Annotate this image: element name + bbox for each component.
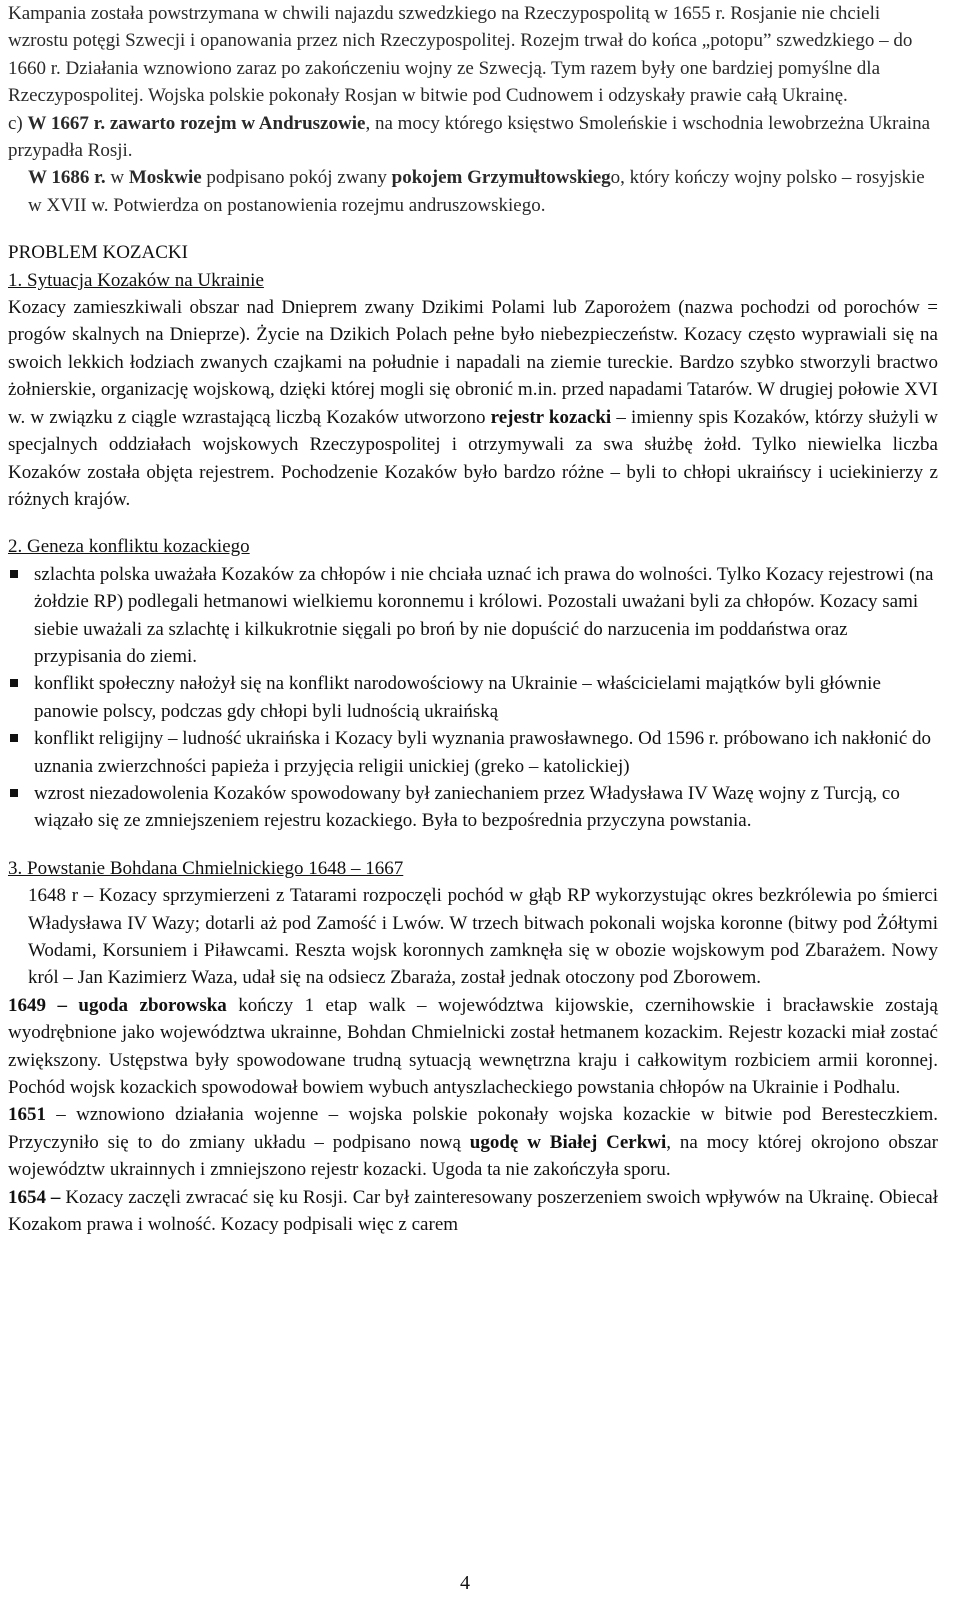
paragraph-1648: 1648 r – Kozacy sprzymierzeni z Tatarami rozpoczęli pochód w głąb RP wykorzystując okres bezkrólewia po śmierci Władysława IV Wazy; dotarli aż pod Zamość i Lwów. W trzech bitwach pokonali wojska koronne (bitwy pod Żółtymi Wodami, Korsuniem i Piławcami. Reszta wojsk koronnych zamknęła się w obozie wojskowym pod Zbarażem. Nowy król – Jan Kazimierz Waza, udał się na odsiecz Zbaraża, został jednak otoczony pod Zborowem.: [28, 885, 938, 989]
geneza-list: [8, 561, 938, 835]
andruszow-text: , na mocy którego księstwo Smoleńskie i wschodnia lewobrzeżna Ukraina przypadła Rosji.: [8, 112, 931, 162]
biala-cerkiew-bold: ugodę w Białej Cerkwi: [469, 1131, 667, 1153]
subsection-title-2: 2. Geneza konfliktu kozackiego: [8, 536, 250, 558]
document-page: [8, 0, 938, 1238]
text-fragment: – wznowiono działania wojenne – wojska polskie pokonały wojska kozackie w bitwie pod Beresteczkiem. Przyczyniło się to do zmiany układu – podpisano nową: [8, 1104, 938, 1153]
text-fragment: , na mocy której okrojono obszar województw ukrainnych i zmniejszono rejestr kozacki. Ugoda ta nie zakończyła sporu.: [8, 1131, 938, 1181]
text-fragment: Kozacy zamieszkiwali obszar nad Dnieprem zwany Dzikimi Polami lub Zaporożem (nazwa pochodzi od porochów = progów skalnych na Dnieprze). Życie na Dzikich Polach pełne było niebezpieczeństw. Kozacy często wyprawiali się na swoich lekkich łodziach zwanych czajkami na południe i napadali na ziemie tureckie. Bardzo szybko stworzyli bractwo żołnierskie, organizację wojskową, dzięki której mogli się obronić m.in. przed napadami Tatarów. W drugiej połowie XVI w. w związku z ciągle wzrastającą liczbą Kozaków utworzono: [8, 297, 938, 428]
list-item: wzrost niezadowolenia Kozaków spowodowany był zaniechaniem przez Władysława IV Wazę wojny z Turcją, co wiązało się ze zmniejszeniem rejestru kozackiego. Była to bezpośrednia przyczyna powstania.: [8, 780, 938, 835]
text-fragment: o, który kończy wojny polsko – rosyjskie w XVII w. Potwierdza on postanowienia rozejmu andruszowskiego.: [28, 167, 925, 216]
list-item: konflikt społeczny nałożył się na konflikt narodowościowy na Ukrainie – właścicielami majątków byli głównie panowie polscy, podczas gdy chłopi byli ludnością ukraińską: [8, 670, 938, 725]
text-fragment: Kozacy zaczęli zwracać się ku Rosji. Car był zainteresowany poszerzeniem swoich wpływów na Ukrainę. Obiecał Kozakom prawa i wolność. Kozacy podpisali więc z carem: [8, 1186, 939, 1236]
moskwa-bold: Moskwie: [128, 167, 202, 189]
grzymultowski-bold: pokojem Grzymułtowskieg: [391, 167, 611, 189]
list-item: konflikt religijny – ludność ukraińska i Kozacy byli wyznania prawosławnego. Od 1596 r. próbowano ich nakłonić do uznania zwierzchności papieża i przyjęcia religii unickiej (greko – katolickiej): [8, 725, 938, 780]
intro-paragraph: Kampania została powstrzymana w chwili najazdu szwedzkiego na Rzeczypospolitą w 1655 r. Rosjanie nie chcieli wzrostu potęgi Szwecji i opanowania przez nich Rzeczypospolitej. Rozejm trwał do końca „potopu” szwedzkiego – do 1660 r. Działania wznowiono zaraz po zakończeniu wojny ze Szwecją. Tym razem były one bardziej pomyślne dla Rzeczypospolitej. Wojska polskie pokonały Rosjan w bitwie pod Cudnowem i odzyskały prawie całą Ukrainę.: [8, 3, 913, 107]
year-1654: 1654 –: [8, 1186, 61, 1208]
year-1686: W 1686 r.: [28, 167, 106, 189]
text-fragment: – imienny spis Kozaków, którzy służyli w specjalnych oddziałach wojskowych Rzeczypospolitej i otrzymywali za swa służbę żołd. Tylko niewielka liczba Kozaków została objęta rejestrem. Pochodzenie Kozaków było bardzo różne – byli to chłopi ukraińscy i uciekinierzy z różnych krajów.: [8, 406, 938, 510]
grzymultowski-paragraph: [8, 164, 938, 219]
year-1651: 1651: [8, 1104, 46, 1126]
list-item: szlachta polska uważała Kozaków za chłopów i nie chciała uznać ich prawa do wolności. Tylko Kozacy rejestrowi (na żołdzie RP) podlegali hetmanowi wielkiemu koronnemu i królowi. Pozostali uważani byli za chłopów. Kozacy sami siebie uważali za szlachtę i kilkukrotnie sięgali po broń by nie dopuścić do narzucenia im poddaństwa oraz przypisania do ziemi.: [8, 561, 938, 671]
section-heading: PROBLEM KOZACKI: [8, 242, 188, 264]
andruszow-paragraph: [8, 110, 938, 165]
paragraph-1649: [8, 992, 938, 1102]
intro-section: [8, 0, 938, 219]
paragraph-1654: [8, 1184, 938, 1239]
paragraph-1651: [8, 1101, 938, 1183]
text-fragment: w: [105, 167, 129, 189]
text-fragment: kończy 1 etap walk – województwa kijowskie, czernihowskie i bracławskie zostają wyodrębnione jako województwa ukrainne, Bohdan Chmielnicki został hetmanem kozackim. Rejestr kozacki miał zostać zwiększony. Ustępstwa były spowodowane trudną sytuacją wewnętrzna kraju i całkowitym rozbiciem armii koronnej. Pochód wojsk kozackich spowodował bowiem wybuch antyszlacheckiego powstania chłopów na Ukrainie i Podhalu.: [8, 994, 938, 1099]
kozacy-paragraph: [8, 294, 938, 513]
andruszow-bold: W 1667 r. zawarto rozejm w Andruszowie: [27, 112, 366, 134]
list-marker-c: c): [8, 112, 28, 134]
page-number: 4: [460, 1572, 470, 1594]
rejestr-bold: rejestr kozacki: [490, 406, 612, 428]
subsection-title-1: 1. Sytuacja Kozaków na Ukrainie: [8, 269, 264, 291]
subsection-title-3: 3. Powstanie Bohdana Chmielnickiego 1648 – 1667: [8, 857, 404, 879]
ugoda-zborowska-bold: 1649 – ugoda zborowska: [8, 994, 227, 1016]
text-fragment: podpisano pokój zwany: [201, 167, 392, 189]
